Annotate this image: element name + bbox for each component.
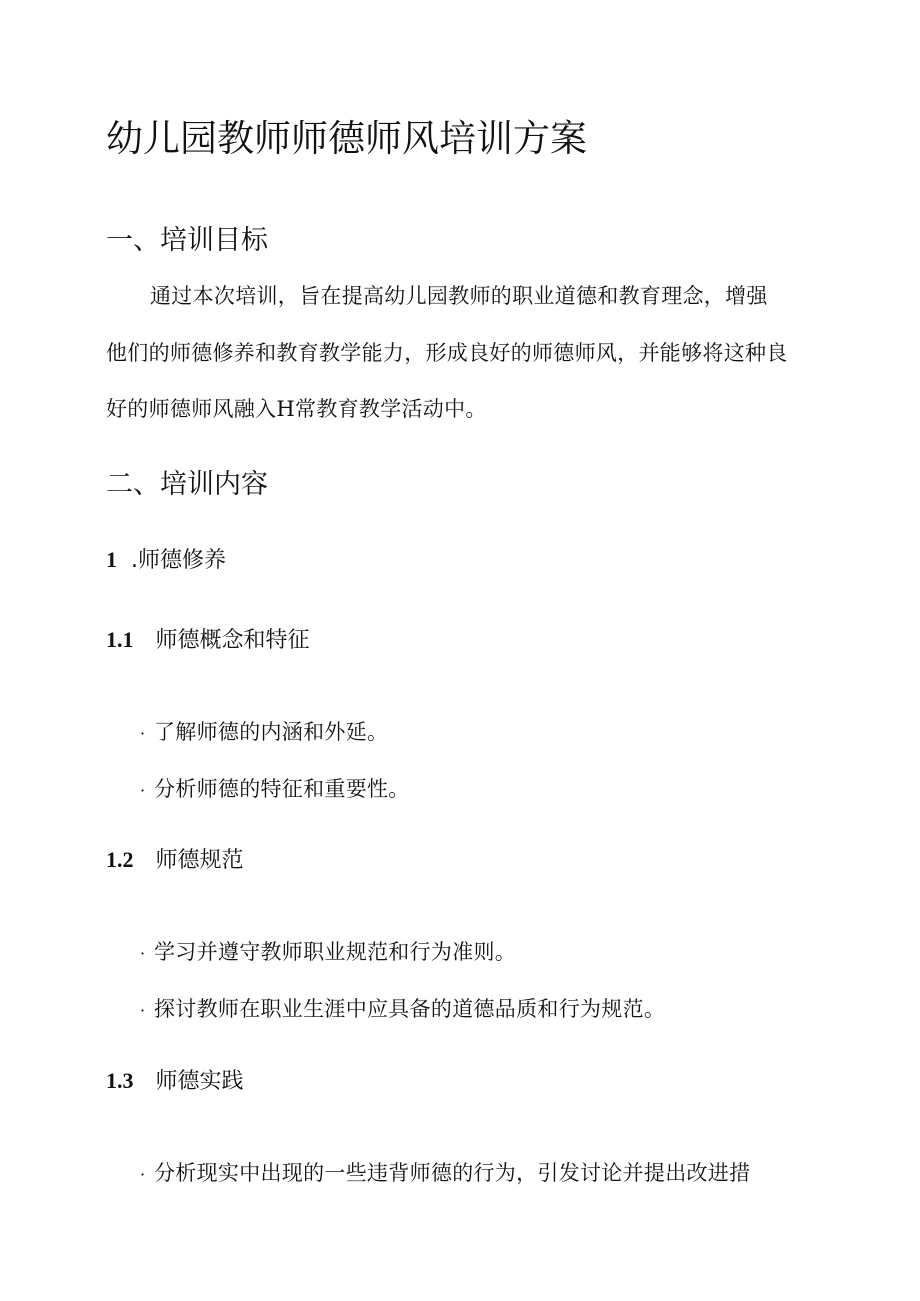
item-number: 1.3 [106,1068,134,1093]
list-item-text: 分析现实中出现的一些违背师德的行为，引发讨论并提出改进措 [154,1161,751,1185]
bullet-icon: · [140,944,146,963]
subsection-heading [106,543,226,574]
bullet-icon: · [140,724,146,743]
list-item [140,936,516,966]
section-heading-goals: 一、培训目标 [106,225,268,256]
list-item-text: 探讨教师在职业生涯中应具备的道德品质和行为规范。 [154,997,666,1021]
list-item-text: 学习并遵守教师职业规范和行为准则。 [154,940,517,964]
item-title: 师德实践 [155,1069,244,1094]
item-title: 师德规范 [155,848,244,873]
document-title: 幼儿园教师师德师风培训方案 [106,117,587,160]
item-number: 1.2 [106,847,134,872]
paragraph-line: 好的师德师风融入H常教育教学活动中。 [106,397,487,421]
list-item [140,716,388,746]
list-item [140,1157,750,1187]
item-title: 师德概念和特征 [155,628,310,653]
item-heading [106,1064,244,1095]
bullet-icon: · [140,1165,146,1184]
item-number: 1.1 [106,627,134,652]
paragraph-line: 他们的师德修养和教育教学能力，形成良好的师德师风，并能够将这种良 [106,341,788,365]
paragraph-line: 通过本次培训，旨在提高幼儿园教师的职业道德和教育理念，增强 [150,284,768,308]
list-item [140,773,410,803]
item-heading [106,623,310,654]
bullet-icon: · [140,1001,146,1020]
section-heading-content: 二、培训内容 [106,469,268,500]
list-item [140,993,665,1023]
bullet-icon: · [140,781,146,800]
list-item-text: 分析师德的特征和重要性。 [154,777,410,801]
subsection-title: .师德修养 [131,548,226,573]
list-item-text: 了解师德的内涵和外延。 [154,720,389,744]
item-heading [106,843,244,874]
subsection-number: 1 [106,547,117,572]
